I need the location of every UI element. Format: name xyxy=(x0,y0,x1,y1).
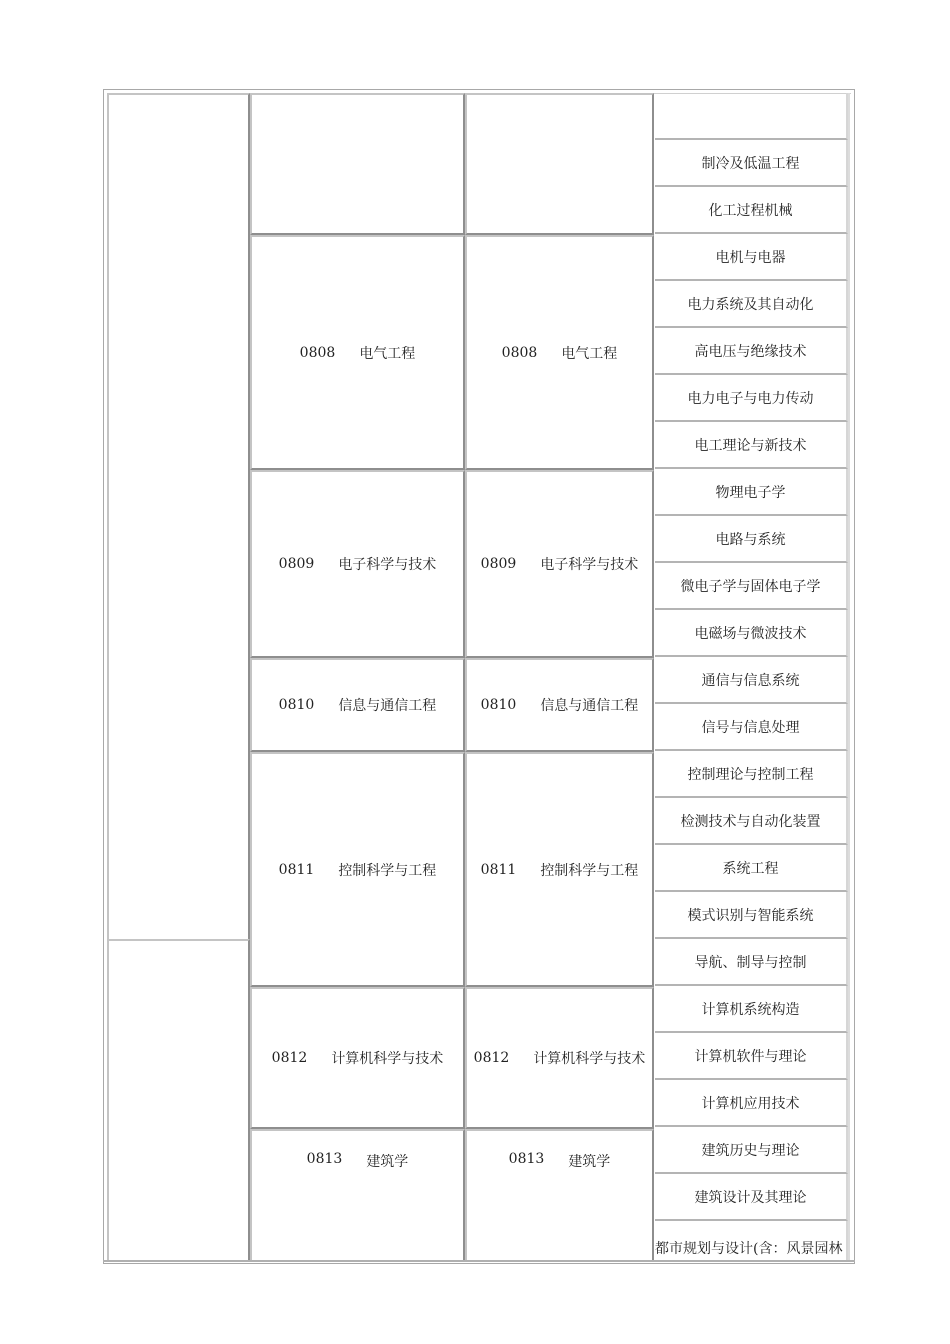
sub-discipline-cell: 都市规划与设计(含：风景园林 xyxy=(655,1221,848,1262)
program-name: 控制科学与工程 xyxy=(338,862,437,879)
program-cell-repeat xyxy=(465,752,654,987)
sub-discipline-cell: 通信与信息系统 xyxy=(655,657,848,704)
program-name: 计算机科学与技术 xyxy=(331,1051,444,1067)
program-name: 电子科学与技术 xyxy=(338,557,437,573)
sub-discipline-cell: 电力系统及其自动化 xyxy=(655,281,848,328)
program-cell xyxy=(250,1129,465,1262)
sub-discipline-cell: 系统工程 xyxy=(655,845,848,892)
sub-discipline-cell: 电磁场与微波技术 xyxy=(655,610,848,657)
program-code: 0811 xyxy=(480,861,517,878)
program-cell-repeat xyxy=(465,235,654,470)
sub-discipline-cell: 微电子学与固体电子学 xyxy=(655,563,848,610)
sub-discipline-cell: 建筑历史与理论 xyxy=(655,1127,848,1174)
program-cell-repeat xyxy=(465,470,654,658)
sub-discipline-cell: 电工理论与新技术 xyxy=(655,422,848,469)
sub-discipline-cell xyxy=(655,93,848,140)
program-code: 0808 xyxy=(299,344,336,361)
sub-discipline-cell: 高电压与绝缘技术 xyxy=(655,328,848,375)
program-cell xyxy=(250,658,465,752)
program-code: 0812 xyxy=(271,1050,308,1066)
program-code: 0810 xyxy=(278,697,315,713)
sub-discipline-cell: 导航、制导与控制 xyxy=(655,939,848,986)
program-name: 计算机科学与技术 xyxy=(533,1051,646,1067)
program-code: 0813 xyxy=(306,1151,343,1167)
program-cell xyxy=(250,987,465,1129)
program-name: 建筑学 xyxy=(366,1154,409,1170)
sub-discipline-cell: 电力电子与电力传动 xyxy=(655,375,848,422)
program-code: 0809 xyxy=(278,556,315,572)
program-cell xyxy=(250,470,465,658)
program-code: 0810 xyxy=(480,697,517,713)
sub-discipline-cell: 电路与系统 xyxy=(655,516,848,563)
program-name: 控制科学与工程 xyxy=(540,862,639,879)
program-cell xyxy=(250,93,465,235)
sub-discipline-cell: 模式识别与智能系统 xyxy=(655,892,848,939)
program-name: 建筑学 xyxy=(568,1154,611,1170)
program-name: 信息与通信工程 xyxy=(338,698,437,714)
program-code: 0813 xyxy=(508,1151,545,1167)
program-code: 0812 xyxy=(473,1050,510,1066)
table-bottom-border xyxy=(103,1260,855,1262)
sub-discipline-cell: 信号与信息处理 xyxy=(655,704,848,751)
sub-discipline-cell: 计算机应用技术 xyxy=(655,1080,848,1127)
sub-discipline-cell: 物理电子学 xyxy=(655,469,848,516)
program-name: 电气工程 xyxy=(359,345,416,362)
program-name: 信息与通信工程 xyxy=(540,698,639,714)
sub-discipline-cell: 制冷及低温工程 xyxy=(655,140,848,187)
program-code: 0811 xyxy=(278,861,315,878)
program-code: 0808 xyxy=(501,344,538,361)
discipline-cell-1 xyxy=(107,93,250,941)
program-cell-repeat xyxy=(465,987,654,1129)
program-cell-repeat xyxy=(465,1129,654,1262)
program-cell xyxy=(250,752,465,987)
table-right-border xyxy=(848,93,852,1260)
sub-discipline-cell: 检测技术与自动化装置 xyxy=(655,798,848,845)
sub-discipline-cell: 建筑设计及其理论 xyxy=(655,1174,848,1221)
program-name: 电气工程 xyxy=(561,345,618,362)
program-name: 电子科学与技术 xyxy=(540,557,639,573)
sub-discipline-cell: 控制理论与控制工程 xyxy=(655,751,848,798)
program-cell-repeat xyxy=(465,658,654,752)
program-code: 0809 xyxy=(480,556,517,572)
program-cell xyxy=(250,235,465,470)
sub-discipline-cell: 计算机软件与理论 xyxy=(655,1033,848,1080)
sub-discipline-cell: 计算机系统构造 xyxy=(655,986,848,1033)
sub-discipline-cell: 化工过程机械 xyxy=(655,187,848,234)
sub-discipline-cell: 电机与电器 xyxy=(655,234,848,281)
discipline-cell-2 xyxy=(107,939,250,1262)
program-cell-repeat xyxy=(465,93,654,235)
